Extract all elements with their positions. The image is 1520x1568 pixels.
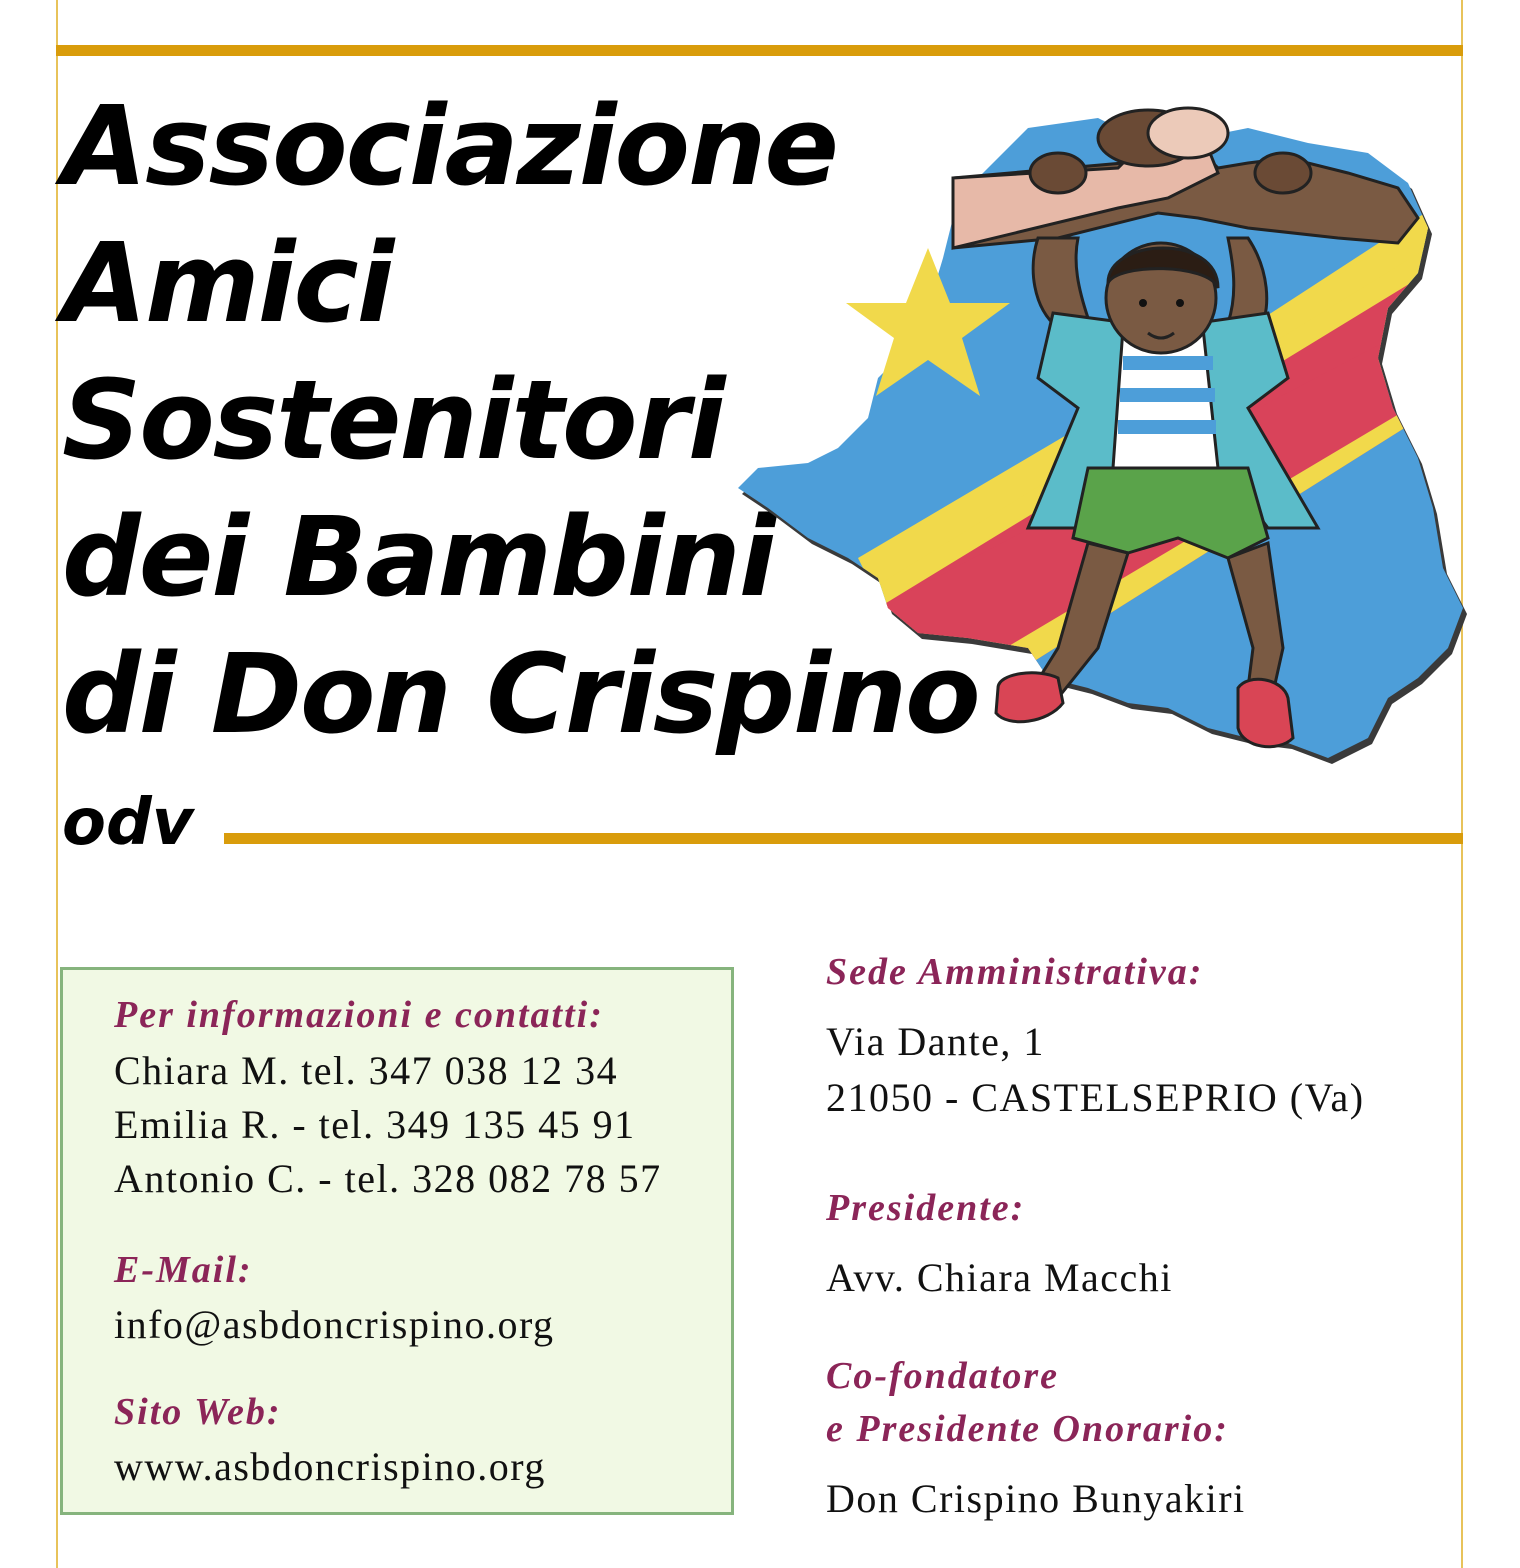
top-divider [56, 45, 1463, 56]
website-link[interactable]: www.asbdoncrispino.org [114, 1444, 546, 1489]
title-line: Associazione [62, 82, 838, 210]
email-heading: E-Mail: [114, 1249, 253, 1291]
contact-person: Chiara M. tel. 347 038 12 34 [114, 1048, 619, 1093]
title-line: dei Bambini [62, 493, 775, 621]
founder-name: Don Crispino Bunyakiri [826, 1476, 1246, 1521]
president-name: Avv. Chiara Macchi [826, 1255, 1173, 1300]
title-line: di Don Crispino [62, 630, 979, 758]
contacts-heading: Per informazioni e contatti: [114, 994, 604, 1036]
title-divider [224, 833, 1463, 844]
founder-heading: e Presidente Onorario: [826, 1408, 1229, 1450]
contact-person: Emilia R. - tel. 349 135 45 91 [114, 1102, 636, 1147]
contacts-box [60, 967, 734, 1515]
president-heading: Presidente: [826, 1187, 1026, 1229]
admin-heading: Sede Amministrativa: [826, 951, 1204, 993]
congo-map-child-hands-icon [728, 88, 1468, 788]
page-border-left [56, 0, 58, 1568]
email-link[interactable]: info@asbdoncrispino.org [114, 1302, 555, 1347]
website-heading: Sito Web: [114, 1391, 282, 1433]
title-line: Amici [62, 219, 393, 347]
address-line: Via Dante, 1 [826, 1019, 1045, 1064]
contact-person: Antonio C. - tel. 328 082 78 57 [114, 1156, 662, 1201]
founder-heading: Co-fondatore [826, 1355, 1059, 1397]
address-line: 21050 - CASTELSEPRIO (Va) [826, 1075, 1365, 1120]
odv-suffix: odv [62, 786, 194, 860]
title-line: Sostenitori [62, 356, 724, 484]
